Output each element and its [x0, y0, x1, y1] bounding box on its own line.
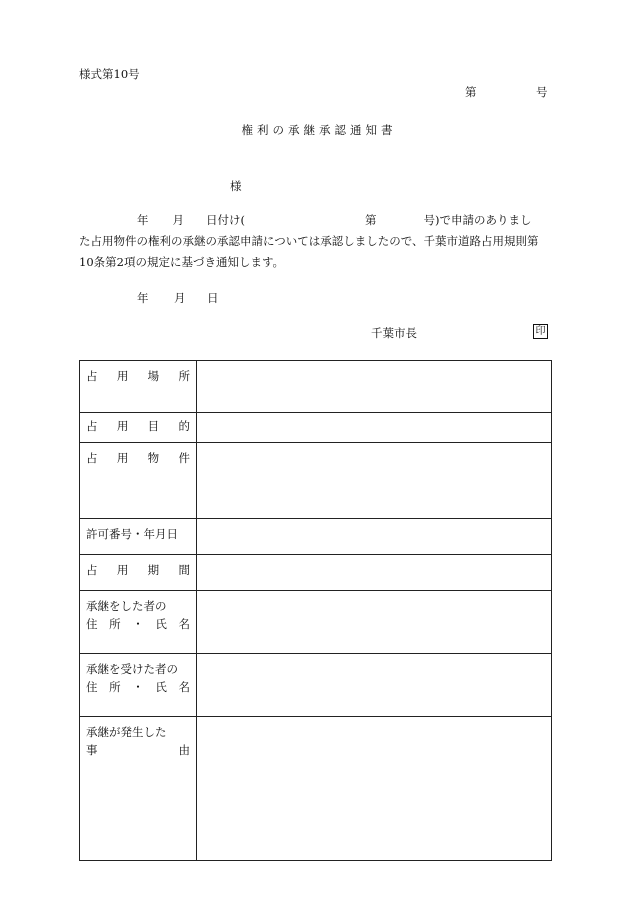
body-year: 年: [137, 213, 149, 227]
table-row-reason: [80, 717, 552, 861]
table-row-permit: [80, 519, 552, 555]
body-month: 月: [172, 213, 184, 227]
label-char: 占: [86, 451, 98, 465]
table-row-object: [80, 443, 552, 519]
date-year: 年: [137, 291, 149, 305]
table-row-purpose: [80, 413, 552, 443]
label-reason: [80, 717, 197, 861]
body-line-1-rest: 号)で申請のありまし: [423, 213, 532, 227]
body-line-2: た占用物件の権利の承継の承認申請については承認しましたので、千葉市道路占用規則第: [79, 234, 539, 248]
label-char: 占: [86, 563, 98, 577]
value-purpose[interactable]: [197, 413, 552, 443]
information-table: [79, 360, 552, 861]
label-transferor: [80, 591, 197, 654]
table-row-period: [80, 555, 552, 591]
form-number: 様式第10号: [79, 67, 140, 81]
label-char: 間: [178, 563, 190, 577]
label-char: 期: [147, 563, 160, 577]
label-char: 占: [86, 419, 98, 433]
body-line-1: [79, 212, 532, 228]
document-title: 権利の承継承認通知書: [241, 123, 397, 137]
label-char: 氏: [155, 680, 167, 694]
label-char: 名: [178, 680, 190, 694]
label-char: 目: [147, 419, 160, 433]
body-dated: 日付け(: [206, 213, 245, 227]
seal-icon: 印: [533, 324, 548, 339]
label-char: 用: [116, 451, 129, 465]
label-char: ・: [132, 680, 144, 694]
table-row-place: [80, 361, 552, 413]
label-purpose: [80, 413, 197, 443]
date-month: 月: [174, 291, 186, 305]
reference-number-dai: 第: [465, 85, 477, 99]
label-reason-line1: 承継が発生した: [86, 725, 167, 739]
label-permit-number: 許可番号・年月日: [80, 519, 197, 555]
label-char: ・: [132, 617, 144, 631]
label-object: [80, 443, 197, 519]
value-reason[interactable]: [197, 717, 552, 861]
date-day: 日: [207, 291, 219, 305]
table-row-transferee: [80, 654, 552, 717]
issuer-name: 千葉市長: [371, 326, 417, 340]
addressee-suffix: 様: [230, 179, 242, 193]
label-char: 的: [178, 419, 190, 433]
label-char: 所: [178, 369, 190, 383]
label-char: 用: [116, 369, 129, 383]
reference-number-go: 号: [536, 85, 548, 99]
label-char: 場: [147, 369, 160, 383]
value-transferee[interactable]: [197, 654, 552, 717]
body-dai: 第: [365, 213, 377, 227]
label-char: 名: [178, 617, 190, 631]
label-char: 物: [147, 451, 160, 465]
label-char: 所: [109, 680, 121, 694]
value-transferor[interactable]: [197, 591, 552, 654]
value-permit-number[interactable]: [197, 519, 552, 555]
label-period: [80, 555, 197, 591]
label-char: 件: [178, 451, 190, 465]
label-char: 住: [86, 680, 98, 694]
label-char: 用: [116, 563, 129, 577]
value-place[interactable]: [197, 361, 552, 413]
label-transferor-line1: 承継をした者の: [86, 599, 167, 613]
label-char: 事: [86, 743, 98, 757]
label-char: 氏: [155, 617, 167, 631]
label-char: 用: [116, 419, 129, 433]
label-char: 占: [86, 369, 98, 383]
value-object[interactable]: [197, 443, 552, 519]
table-row-transferor: [80, 591, 552, 654]
body-line-3: 10条第2項の規定に基づき通知します。: [79, 255, 285, 269]
label-char: 住: [86, 617, 98, 631]
label-transferee-line1: 承継を受けた者の: [86, 662, 178, 676]
label-transferee: [80, 654, 197, 717]
label-place: [80, 361, 197, 413]
label-char: 由: [178, 743, 190, 757]
value-period[interactable]: [197, 555, 552, 591]
label-char: 所: [109, 617, 121, 631]
